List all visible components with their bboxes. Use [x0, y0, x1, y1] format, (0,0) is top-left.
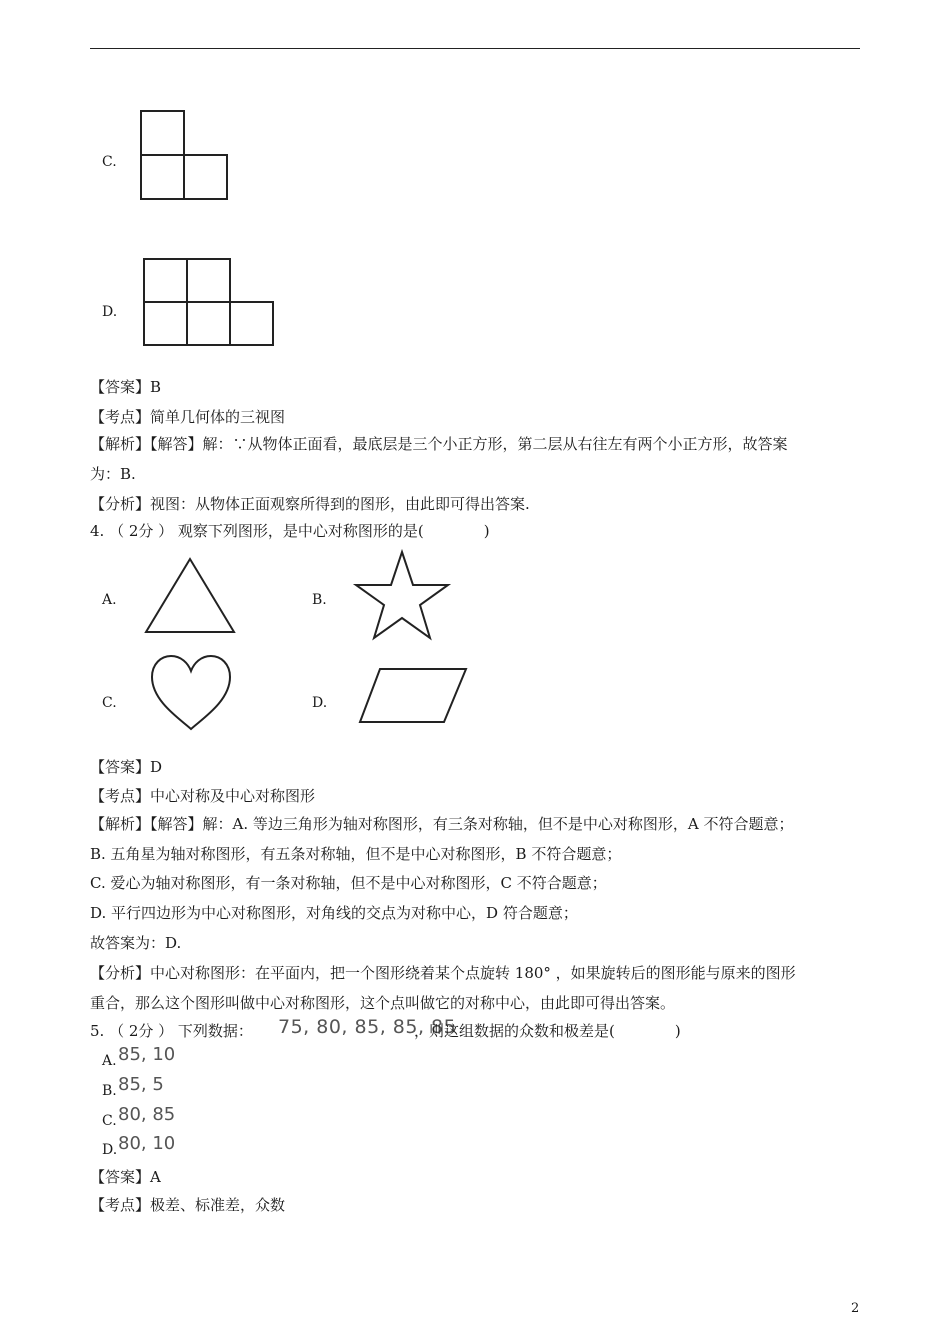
- q4-analysis-line5: 故答案为：D.: [90, 934, 182, 952]
- q4-analysis-line1: 【解析】【解答】解：A. 等边三角形为轴对称图形，有三条对称轴，但不是中心对称图形，A 不符合题意；: [90, 815, 794, 833]
- q4-point: 【考点】中心对称及中心对称图形: [90, 787, 316, 805]
- q3-option-c-label: C.: [102, 154, 117, 170]
- q5-answer: 【答案】A: [90, 1168, 161, 1186]
- q5-data-values: 75, 80, 85, 85, 85: [278, 1016, 457, 1038]
- q4-option-d-label: D.: [312, 695, 328, 711]
- q4-answer: 【答案】D: [90, 758, 163, 776]
- q3-point: 【考点】简单几何体的三视图: [90, 408, 286, 426]
- c-square-top: [141, 111, 184, 155]
- d-square-top-left: [144, 259, 187, 302]
- header-rule: [90, 48, 860, 49]
- c-square-bottom-left: [141, 155, 184, 199]
- q4-analysis-line3: C. 爱心为轴对称图形，有一条对称轴，但不是中心对称图形，C 不符合题意；: [90, 874, 607, 892]
- q3-analysis-line2: 为：B.: [90, 465, 136, 483]
- q4-analysis-line2: B. 五角星为轴对称图形，有五条对称轴，但不是中心对称图形，B 不符合题意；: [90, 845, 622, 863]
- q4-option-a-triangle: [144, 557, 236, 635]
- d-square-bottom-left: [144, 302, 187, 345]
- q5-option-a-label: A.: [102, 1053, 117, 1069]
- q5-option-b-label: B.: [102, 1083, 117, 1099]
- q5-option-a-value: 85, 10: [118, 1044, 176, 1065]
- q4-option-b-label: B.: [312, 592, 327, 608]
- d-square-bottom-mid: [187, 302, 230, 345]
- q5-stem-prefix: 5. （ 2分 ） 下列数据：: [90, 1022, 253, 1040]
- q4-option-a-label: A.: [102, 592, 117, 608]
- q4-analysis-line4: D. 平行四边形为中心对称图形，对角线的交点为对称中心，D 符合题意；: [90, 904, 578, 922]
- q5-option-d-label: D.: [102, 1142, 118, 1158]
- q5-option-b-value: 85, 5: [118, 1074, 164, 1095]
- q3-analysis-line1: 【解析】【解答】解：∵从物体正面看，最底层是三个小正方形，第二层从右往左有两个小正方形，故答案: [90, 435, 788, 453]
- q4-option-d-parallelogram: [358, 667, 468, 725]
- q5-stem-suffix: ，则这组数据的众数和极差是( ): [414, 1022, 681, 1040]
- q4-option-c-heart: [150, 655, 232, 731]
- q5-point: 【考点】极差、标准差，众数: [90, 1196, 286, 1214]
- page-number: 2: [851, 1301, 860, 1316]
- q5-option-d-value: 80, 10: [118, 1133, 176, 1154]
- q5-option-c-label: C.: [102, 1113, 117, 1129]
- q3-fenxi: 【分析】视图：从物体正面观察所得到的图形，由此即可得出答案.: [90, 495, 530, 513]
- d-square-bottom-right: [230, 302, 273, 345]
- q3-answer: 【答案】B: [90, 378, 162, 396]
- q4-fenxi-line2: 重合，那么这个图形叫做中心对称图形，这个点叫做它的对称中心，由此即可得出答案。: [90, 994, 676, 1012]
- q4-option-b-star: [354, 550, 450, 640]
- q3-option-d-label: D.: [102, 304, 118, 320]
- d-square-top-right: [187, 259, 230, 302]
- c-square-bottom-right: [184, 155, 227, 199]
- q3-option-d-figure: [143, 258, 275, 348]
- q4-fenxi-line1: 【分析】中心对称图形：在平面内，把一个图形绕着某个点旋转 180° ，如果旋转后的图形能与原来的图形: [90, 964, 796, 982]
- q3-option-c-figure: [140, 110, 230, 205]
- q5-option-c-value: 80, 85: [118, 1104, 176, 1125]
- q4-option-c-label: C.: [102, 695, 117, 711]
- q4-stem: 4. （ 2分 ） 观察下列图形，是中心对称图形的是( ): [90, 522, 490, 540]
